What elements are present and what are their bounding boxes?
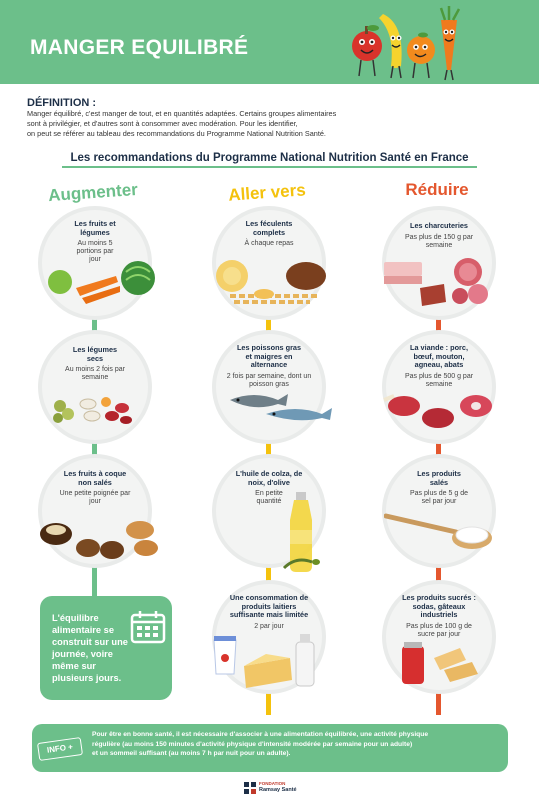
- recommendation-title: Les charcuteries: [409, 221, 468, 230]
- dairy-illustration: [210, 632, 326, 690]
- recommendation-title: Les légumes secs: [72, 345, 118, 363]
- recommendation-title: L'huile de colza, de noix, d'olive: [235, 469, 303, 487]
- recommendation-title: Les produits sucrés : sodas, gâteaux industriels: [402, 593, 476, 619]
- salt-spoon-illustration: [384, 510, 494, 552]
- recommendation-poissons: [216, 334, 322, 440]
- fruits-vegetables-illustration: [46, 258, 156, 304]
- recommendations-title: Les recommandations du Programme National Nutrition Santé en France: [70, 152, 469, 164]
- recommendation-text: À chaque repas: [244, 240, 294, 247]
- info-text: [92, 730, 502, 759]
- recommendation-text: Pas plus de 150 g par semaine: [404, 233, 474, 249]
- sweets-illustration: [398, 640, 484, 686]
- recommendation-text: En petite quantité: [255, 490, 283, 505]
- recommendation-text: Une petite poignée par jour: [59, 490, 131, 505]
- recommendation-text: Pas plus de 5 g de sel par jour: [410, 490, 468, 505]
- equilibre-text: L'équilibre alimentaire se construit sur une journée, voire même sur plusieurs jours.: [52, 613, 128, 683]
- recommendation-text: 2 fois par semaine, dont un poisson gras: [226, 372, 312, 388]
- recommendation-title: Les fruits et légumes: [74, 219, 116, 237]
- recommendation-text: Au moins 2 fois par semaine: [65, 366, 125, 381]
- definition-title: DÉFINITION :: [27, 97, 97, 109]
- info-box: [32, 724, 508, 772]
- info-line: régulière (au moins 150 minutes d'activité physique d'intensité modérée par semaine pour un adulte): [92, 740, 413, 748]
- footer-brand-name: Ramsay Santé: [259, 787, 297, 793]
- fruit-mascots-illustration: [349, 4, 469, 82]
- definition-line: sont à privilégier, et d'autres sont à consommer avec modération. Pour les identifier,: [27, 119, 298, 128]
- info-badge: INFO +: [37, 737, 83, 761]
- foundation-logo-icon: [244, 782, 256, 794]
- definition-text: [27, 109, 447, 139]
- pulses-illustration: [50, 394, 132, 426]
- recommendation-title: Les produits salés: [417, 469, 461, 487]
- starches-illustration: [210, 256, 332, 306]
- oil-bottle-illustration: [282, 490, 322, 576]
- recommendation-title: Une consommation de produits laitiers suffisante mais limitée: [229, 593, 309, 619]
- column-title-aller-vers: Aller vers: [227, 180, 307, 205]
- recommendation-title: Les fruits à coque non salés: [63, 469, 127, 487]
- recommendations-underline: [62, 166, 477, 168]
- recommendation-text: Pas plus de 500 g par semaine: [404, 372, 474, 388]
- column-title-augmenter: Augmenter: [47, 179, 139, 206]
- recommendation-text: 2 par jour: [254, 622, 284, 630]
- footer-foundation-label: FONDATION: [259, 781, 286, 786]
- fish-illustration: [226, 390, 334, 424]
- recommendation-text: Au moins 5 portions par jour: [76, 240, 114, 263]
- meat-illustration: [380, 388, 498, 430]
- nuts-illustration: [36, 514, 162, 560]
- info-line: Pour être en bonne santé, il est nécessaire d'associer à une alimentation équilibrée, une activité physique: [92, 731, 429, 738]
- page-title: MANGER EQUILIBRÉ: [30, 36, 249, 59]
- equilibre-box: [40, 596, 172, 700]
- calendar-icon: [130, 610, 166, 644]
- recommendation-text: Pas plus de 100 g de sucre par jour: [406, 622, 472, 638]
- definition-line: on peut se référer au tableau des recommandations du Programme National Nutrition Santé.: [27, 129, 326, 138]
- info-line: et un sommeil suffisant (au moins 7 h par nuit pour un adulte).: [92, 750, 291, 757]
- recommendation-title: Les poissons gras et maigres en alternance: [236, 343, 302, 369]
- charcuterie-illustration: [380, 256, 498, 308]
- recommendation-title: Les féculents complets: [245, 219, 293, 237]
- header-banner: [0, 0, 539, 84]
- recommendation-title: La viande : porc, bœuf, mouton, agneau, abats: [410, 343, 468, 369]
- definition-line: Manger équilibré, c'est manger de tout, et en quantités adaptées. Certains groupes alimentaires: [27, 109, 337, 118]
- column-title-reduire: Réduire: [405, 180, 469, 199]
